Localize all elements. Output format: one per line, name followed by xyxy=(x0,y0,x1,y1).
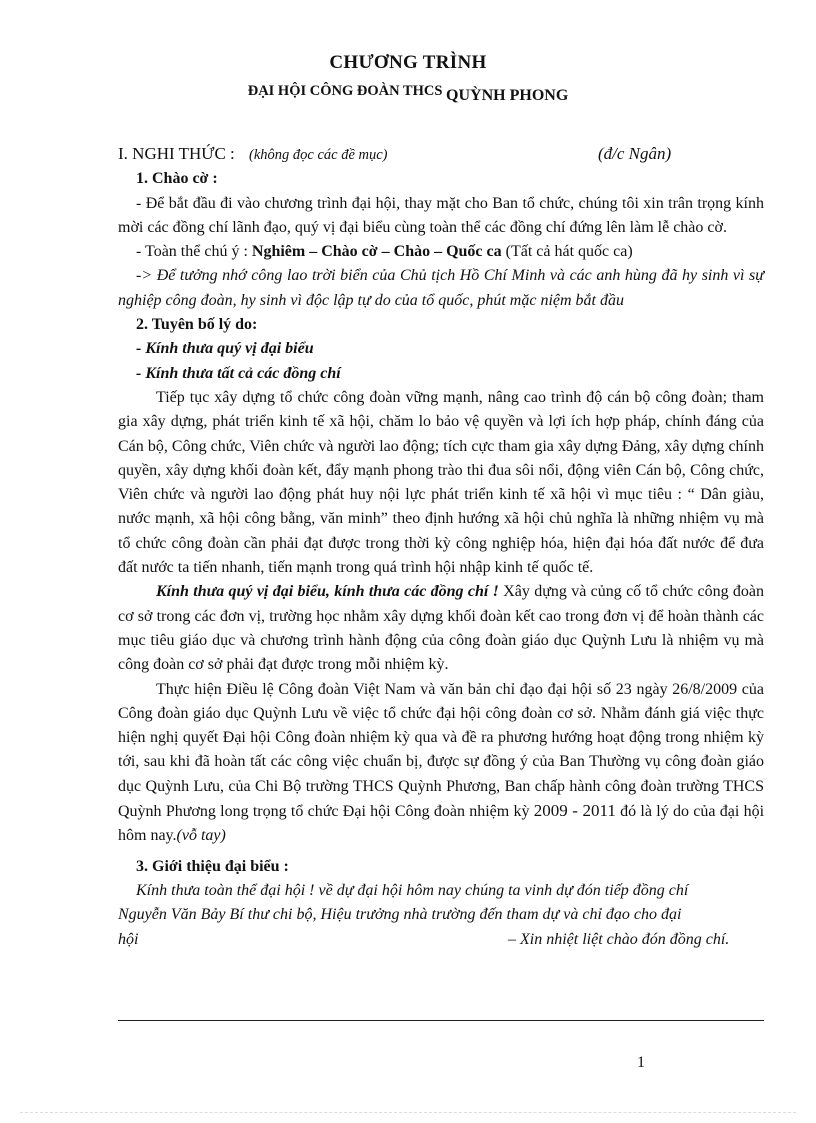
item-2-paragraph-1: Tiếp tục xây dựng tổ chức công đoàn vững mạnh, nâng cao trình độ cán bộ công đoàn; tham gia xây dựng, phát triển kinh tế xã hội, chăm lo bảo vệ quyền và lợi ích hợp pháp, chính đáng của Cán bộ, Công chức, Viên chức và người lao động; tích cực tham gia xây dựng Đảng, xây dựng chính quyền, xây dựng khối đoàn kết, đẩy mạnh phong trào thi đua sôi nổi, động viên Cán bộ, Công chức, Viên chức và người lao động phát huy nội lực phát triển kinh tế xã hội vì mục tiêu : “ Dân giàu, nước mạnh, xã hội công bằng, văn minh” theo định hướng xã hội chủ nghĩa là những nhiệm vụ mà tổ chức công đoàn cần phải đạt được trong thời kỳ công nghiệp hóa, hiện đại hóa đất nước để đưa đất nước ta tiến nhanh, tiến mạnh trong quá trình hội nhập kinh tế quốc tế. xyxy=(118,388,764,577)
attention-prefix: - Toàn thể chú ý : xyxy=(136,243,248,261)
item-3-heading: 3. Giới thiệu đại biểu : xyxy=(136,857,289,875)
paragraph-3-reason: đó là lý do của đại hội hôm nay. xyxy=(118,803,765,845)
page-divider xyxy=(118,1020,764,1021)
item-1-silence: -> Để tưởng nhớ công lao trời biển của Chủ tịch Hồ Chí Minh và các anh hùng đã hy sinh vì sự nghiệp công đoàn, hy sinh vì độc lập tự do của tổ quốc, phút mặc niệm bắt đầu xyxy=(118,267,764,309)
item-2-heading: 2. Tuyên bố lý do: xyxy=(136,316,258,334)
document-subtitle xyxy=(0,82,816,104)
welcome-text: – Xin nhiệt liệt chào đón đồng chí. xyxy=(508,930,730,948)
section-1-note: (không đọc các đề mục) xyxy=(249,147,388,163)
greeting-2: - Kính thưa tất cả các đồng chí xyxy=(136,364,341,382)
attention-command: Nghiêm – Chào cờ – Chào – Quốc ca xyxy=(251,243,502,261)
paragraph-2-greeting: Kính thưa quý vị đại biểu, kính thưa các đồng chí ! xyxy=(156,583,499,601)
term-years: 2009 - 2011 xyxy=(533,801,616,821)
attention-suffix: (Tất cả hát quốc ca) xyxy=(505,243,633,261)
item-1-paragraph: - Để bắt đầu đi vào chương trình đại hội, thay mặt cho Ban tổ chức, chúng tôi xin trân trọng kính mời các đồng chí lãnh đạo, quý vị đại biểu cùng toàn thể các đồng chí đứng lên làm lễ chào cờ. xyxy=(118,194,764,236)
applause-note: (vỗ tay) xyxy=(176,827,226,845)
subtitle-part-b: QUỲNH PHONG xyxy=(446,87,569,104)
item-1-attention xyxy=(118,240,764,264)
item-3-line-2: Nguyễn Văn Bảy Bí thư chi bộ, Hiệu trưởng nhà trường đến tham dự và chỉ đạo cho đại xyxy=(118,906,682,924)
item-1-heading: 1. Chào cờ : xyxy=(136,170,218,188)
section-1-title: I. NGHI THỨC : xyxy=(118,144,235,163)
section-1-heading xyxy=(118,142,764,167)
greeting-1: - Kính thưa quý vị đại biểu xyxy=(136,340,314,358)
item-3-line-1: Kính thưa toàn thể đại hội ! về dự đại hội hôm nay chúng ta vinh dự đón tiếp đồng chí xyxy=(136,881,689,899)
page-number: 1 xyxy=(637,1054,645,1071)
section-1-presenter: (đ/c Ngân) xyxy=(598,144,672,163)
page-bottom-border xyxy=(20,1112,796,1113)
paragraph-3-text: Thực hiện Điều lệ Công đoàn Việt Nam và văn bản chỉ đạo đại hội số 23 ngày 26/8/2009 của Công đoàn giáo dục Quỳnh Lưu về việc tổ chức đại hội công đoàn cơ sở. Nhằm đánh giá việc thực hiện nghị quyết Đại hội Công đoàn nhiệm kỳ qua và đề ra phương hướng hoạt động trong nhiệm kỳ tới, sau khi đã hoàn tất các công việc chuẩn bị, được sự đồng ý của Ban Thường vụ công đoàn giáo dục Quỳnh Lưu, của Chi Bộ trường THCS Quỳnh Phương, Ban chấp hành công đoàn trường THCS Quỳnh Phương long trọng tổ chức Đại hội Công đoàn nhiệm kỳ xyxy=(118,680,764,821)
item-2-paragraph-3 xyxy=(118,678,764,849)
subtitle-part-a: ĐẠI HỘI CÔNG ĐOÀN THCS xyxy=(247,83,443,99)
item-2-paragraph-2 xyxy=(118,580,764,677)
item-3-line-3 xyxy=(118,928,764,952)
item-3-line-3-start: hội xyxy=(118,930,139,948)
document-body xyxy=(118,142,764,952)
document-title: CHƯƠNG TRÌNH xyxy=(329,52,487,73)
paragraph-2-text: Xây dựng và củng cố tổ chức công đoàn cơ sở trong các đơn vị, trường học nhằm xây dựng khối đoàn kết cao trong đơn vị để hoàn thành các mục tiêu giáo dục và chương trình hành động của công đoàn giáo dục Quỳnh Lưu là nhiệm vụ mà công đoàn cơ sở phải đạt được trong mỗi nhiệm kỳ. xyxy=(118,583,765,674)
